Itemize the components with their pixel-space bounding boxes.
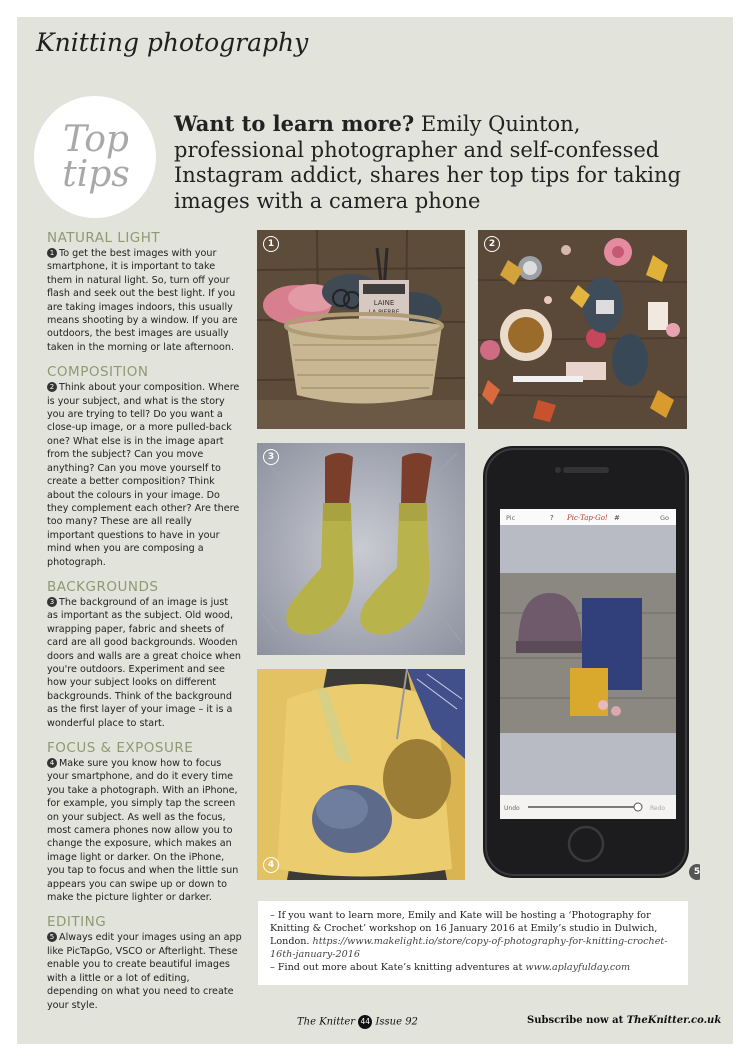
- tip-backgrounds: [47, 578, 242, 730]
- info-blog-text: – Find out more about Kate’s knitting adventures at: [270, 962, 526, 973]
- info-box: [258, 901, 688, 985]
- intro-text: [174, 111, 694, 214]
- tip-editing: [47, 913, 242, 1011]
- info-blog: [270, 961, 670, 974]
- tip-heading: EDITING: [47, 914, 107, 931]
- tip-heading: FOCUS & EXPOSURE: [47, 740, 194, 756]
- tip-heading: COMPOSITION: [47, 364, 149, 381]
- tip-heading: BACKGROUNDS: [47, 578, 159, 595]
- tip-body: Always edit your images using an app like PicTapGo, VSCO or Afterlight. These enable you to create beautiful images with a little or a lot of editing, depending on what you need to create your style.: [47, 932, 242, 1011]
- intro-body: Emily Quinton, professional photographer and self-confessed Instagram addict, shares her top tips for taking images with a camera phone: [174, 112, 681, 213]
- app-redo-button: Redo: [650, 805, 666, 812]
- tip-number: 4: [47, 758, 57, 768]
- tip-body: Think about your composition. Where is your subject, and what is the story you are trying to tell? Do you want a close-up image, or a more pulled-back one? What else is in the image apart from the subject? Can you move anything? Can you move yourself to create a better composition? Think about the colours in your image. Do they complement each other? Are there too many? These are all really important questions to have in your mind when you are composing a photograph.: [47, 382, 240, 568]
- tips-column: [47, 229, 242, 1012]
- tip-composition: [47, 363, 242, 569]
- photo-number: 2: [484, 236, 500, 252]
- photo-number: 1: [263, 236, 279, 252]
- footer-site-link[interactable]: TheKnitter.co.uk: [626, 1015, 722, 1026]
- section-header: Knitting photography: [36, 28, 309, 57]
- blog-link[interactable]: www.aplayfulday.com: [525, 962, 631, 973]
- app-grid-icon: #: [614, 514, 620, 522]
- tip-number: 1: [47, 248, 57, 258]
- info-workshop: [270, 909, 670, 961]
- photo-number: 5: [689, 864, 700, 880]
- photo-knitting-bag: [257, 669, 465, 880]
- app-title: Pic·Tap·Go!: [567, 514, 608, 522]
- photo-number: 3: [263, 449, 279, 465]
- photo-number: 4: [263, 857, 279, 873]
- tip-focus-exposure: [47, 739, 242, 904]
- yarn-label-text: LAINE: [373, 299, 395, 307]
- photo-basket: [257, 230, 465, 429]
- page-number: 44: [358, 1015, 372, 1029]
- workshop-link[interactable]: https://www.makelight.io/store/copy-of-photography-for-knitting-crochet-16th-january-2016: [270, 936, 668, 960]
- info-workshop-text: – If you want to learn more, Emily and Kate will be hosting a ‘Photography for Knitting & Crochet’ workshop on 16 January 2016 at Emily’s studio in Dulwich, London.: [270, 910, 658, 947]
- tip-body: The background of an image is just as important as the subject. Old wood, wrapping paper, fabric and sheets of card are all good backgrounds. Wooden doors and walls are a great choice when you're outdoors. Experiment and see how your subject looks on different backgrounds. Think of the background as the first layer of your image – it is a wonderful place to start.: [47, 596, 241, 729]
- tip-number: 5: [47, 932, 57, 942]
- badge-line1: Top: [63, 119, 129, 160]
- app-back-button: Pic: [506, 514, 516, 522]
- top-tips-badge: [34, 96, 156, 218]
- footer-subscribe: [527, 1015, 721, 1026]
- tip-number: 3: [47, 597, 57, 607]
- photo-socks: [257, 443, 465, 655]
- badge-line2: tips: [62, 154, 130, 195]
- tip-body: To get the best images with your smartphone, it is important to take them in natural light. So, turn off your flash and seek out the best light. If you are taking images indoors, this usually means shooting by a window. If you are outdoors, the best images are usually taken in the morning or late afternoon.: [47, 248, 238, 353]
- footer-magazine: The Knitter: [297, 1016, 356, 1028]
- photo-flatlay: [478, 230, 687, 429]
- tip-body: Make sure you know how to focus your smartphone, and do it every time you take a photograph. With an iPhone, for example, you simply tap the screen on your subject. As well as the focus, most camera phones now allow you to change the exposure, which makes an image light or darker. On the iPhone, you tap to focus and when the little sun appears you can swipe up or down to make the picture lighter or darker.: [47, 758, 239, 904]
- footer-issue: [297, 1015, 418, 1029]
- yarn-label-text: LA PIERRE: [368, 309, 400, 316]
- tip-heading: NATURAL LIGHT: [47, 230, 161, 246]
- photo-phone: [478, 443, 700, 884]
- footer-subscribe-text: Subscribe now at: [527, 1015, 627, 1026]
- tip-number: 2: [47, 382, 57, 392]
- app-go-button: Go: [660, 514, 670, 522]
- app-undo-button: Undo: [504, 805, 520, 812]
- footer-issue-number: Issue 92: [375, 1016, 418, 1028]
- app-help-icon: ?: [550, 514, 554, 522]
- intro-lead: Want to learn more?: [174, 111, 415, 136]
- tip-natural-light: [47, 229, 242, 354]
